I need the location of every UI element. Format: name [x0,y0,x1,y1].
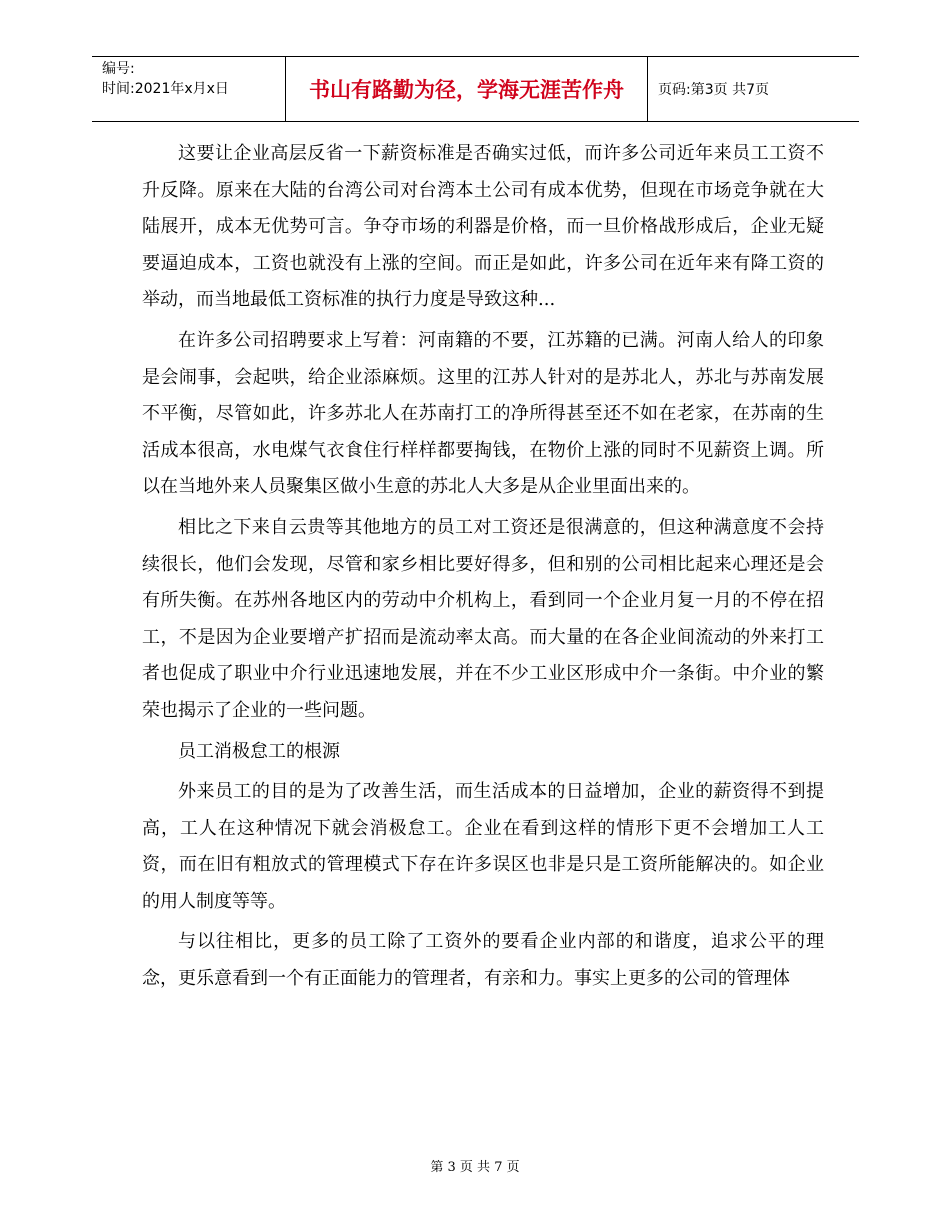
document-time-label: 时间:2021年x月x日 [102,81,229,97]
body-paragraph: 这要让企业高层反省一下薪资标准是否确实过低，而许多公司近年来员工工资不升反降。原来在大陆的台湾公司对台湾本土公司有成本优势，但现在市场竞争就在大陆展开，成本无优势可言。争夺市场的利器是价格，而一旦价格战形成后，企业无疑要逼迫成本，工资也就没有上涨的空间。而正是如此，许多公司在近年来有降工资的举动，而当地最低工资标准的执行力度是导致这种... [142,143,824,311]
body-paragraph: 外来员工的目的是为了改善生活，而生活成本的日益增加，企业的薪资得不到提高，工人在这种情况下就会消极怠工。企业在看到这样的情形下更不会增加工人工资，而在旧有粗放式的管理模式下存在许多误区也非是只是工资所能解决的。如企业的用人制度等等。 [142,781,824,912]
header-page-number: 页码:第3页 共7页 [658,82,769,98]
page-footer: 第 3 页 共 7 页 [430,1160,520,1175]
body-paragraph: 在许多公司招聘要求上写着：河南籍的不要，江苏籍的已满。河南人给人的印象是会闹事，会起哄，给企业添麻烦。这里的江苏人针对的是苏北人，苏北与苏南发展不平衡，尽管如此，许多苏北人在苏南打工的净所得甚至还不如在老家，在苏南的生活成本很高，水电煤气衣食住行样样都要掏钱，在物价上涨的同时不见薪资上调。所以在当地外来人员聚集区做小生意的苏北人大多是从企业里面出来的。 [142,329,824,498]
document-body [142,136,824,998]
header-meta [92,57,286,121]
body-paragraph: 相比之下来自云贵等其他地方的员工对工资还是很满意的，但这种满意度不会持续很长，他们会发现，尽管和家乡相比要好得多，但和别的公司相比起来心理还是会有所失衡。在苏州各地区内的劳动中介机构上，看到同一个企业月复一月的不停在招工，不是因为企业要增产扩招而是流动率太高。而大量的在各企业间流动的外来打工者也促成了职业中介行业迅速地发展，并在不少工业区形成中介一条街。中介业的繁荣也揭示了企业的一些问题。 [142,516,824,721]
page-header [92,56,859,122]
section-heading: 员工消极怠工的根源 [178,740,340,762]
header-motto: 书山有路勤为径，学海无涯苦作舟 [286,57,648,121]
document-number-label: 编号: [102,61,135,77]
body-paragraph: 与以往相比，更多的员工除了工资外的要看企业内部的和谐度，追求公平的理念，更乐意看到一个有正面能力的管理者，有亲和力。事实上更多的公司的管理体 [142,931,824,990]
